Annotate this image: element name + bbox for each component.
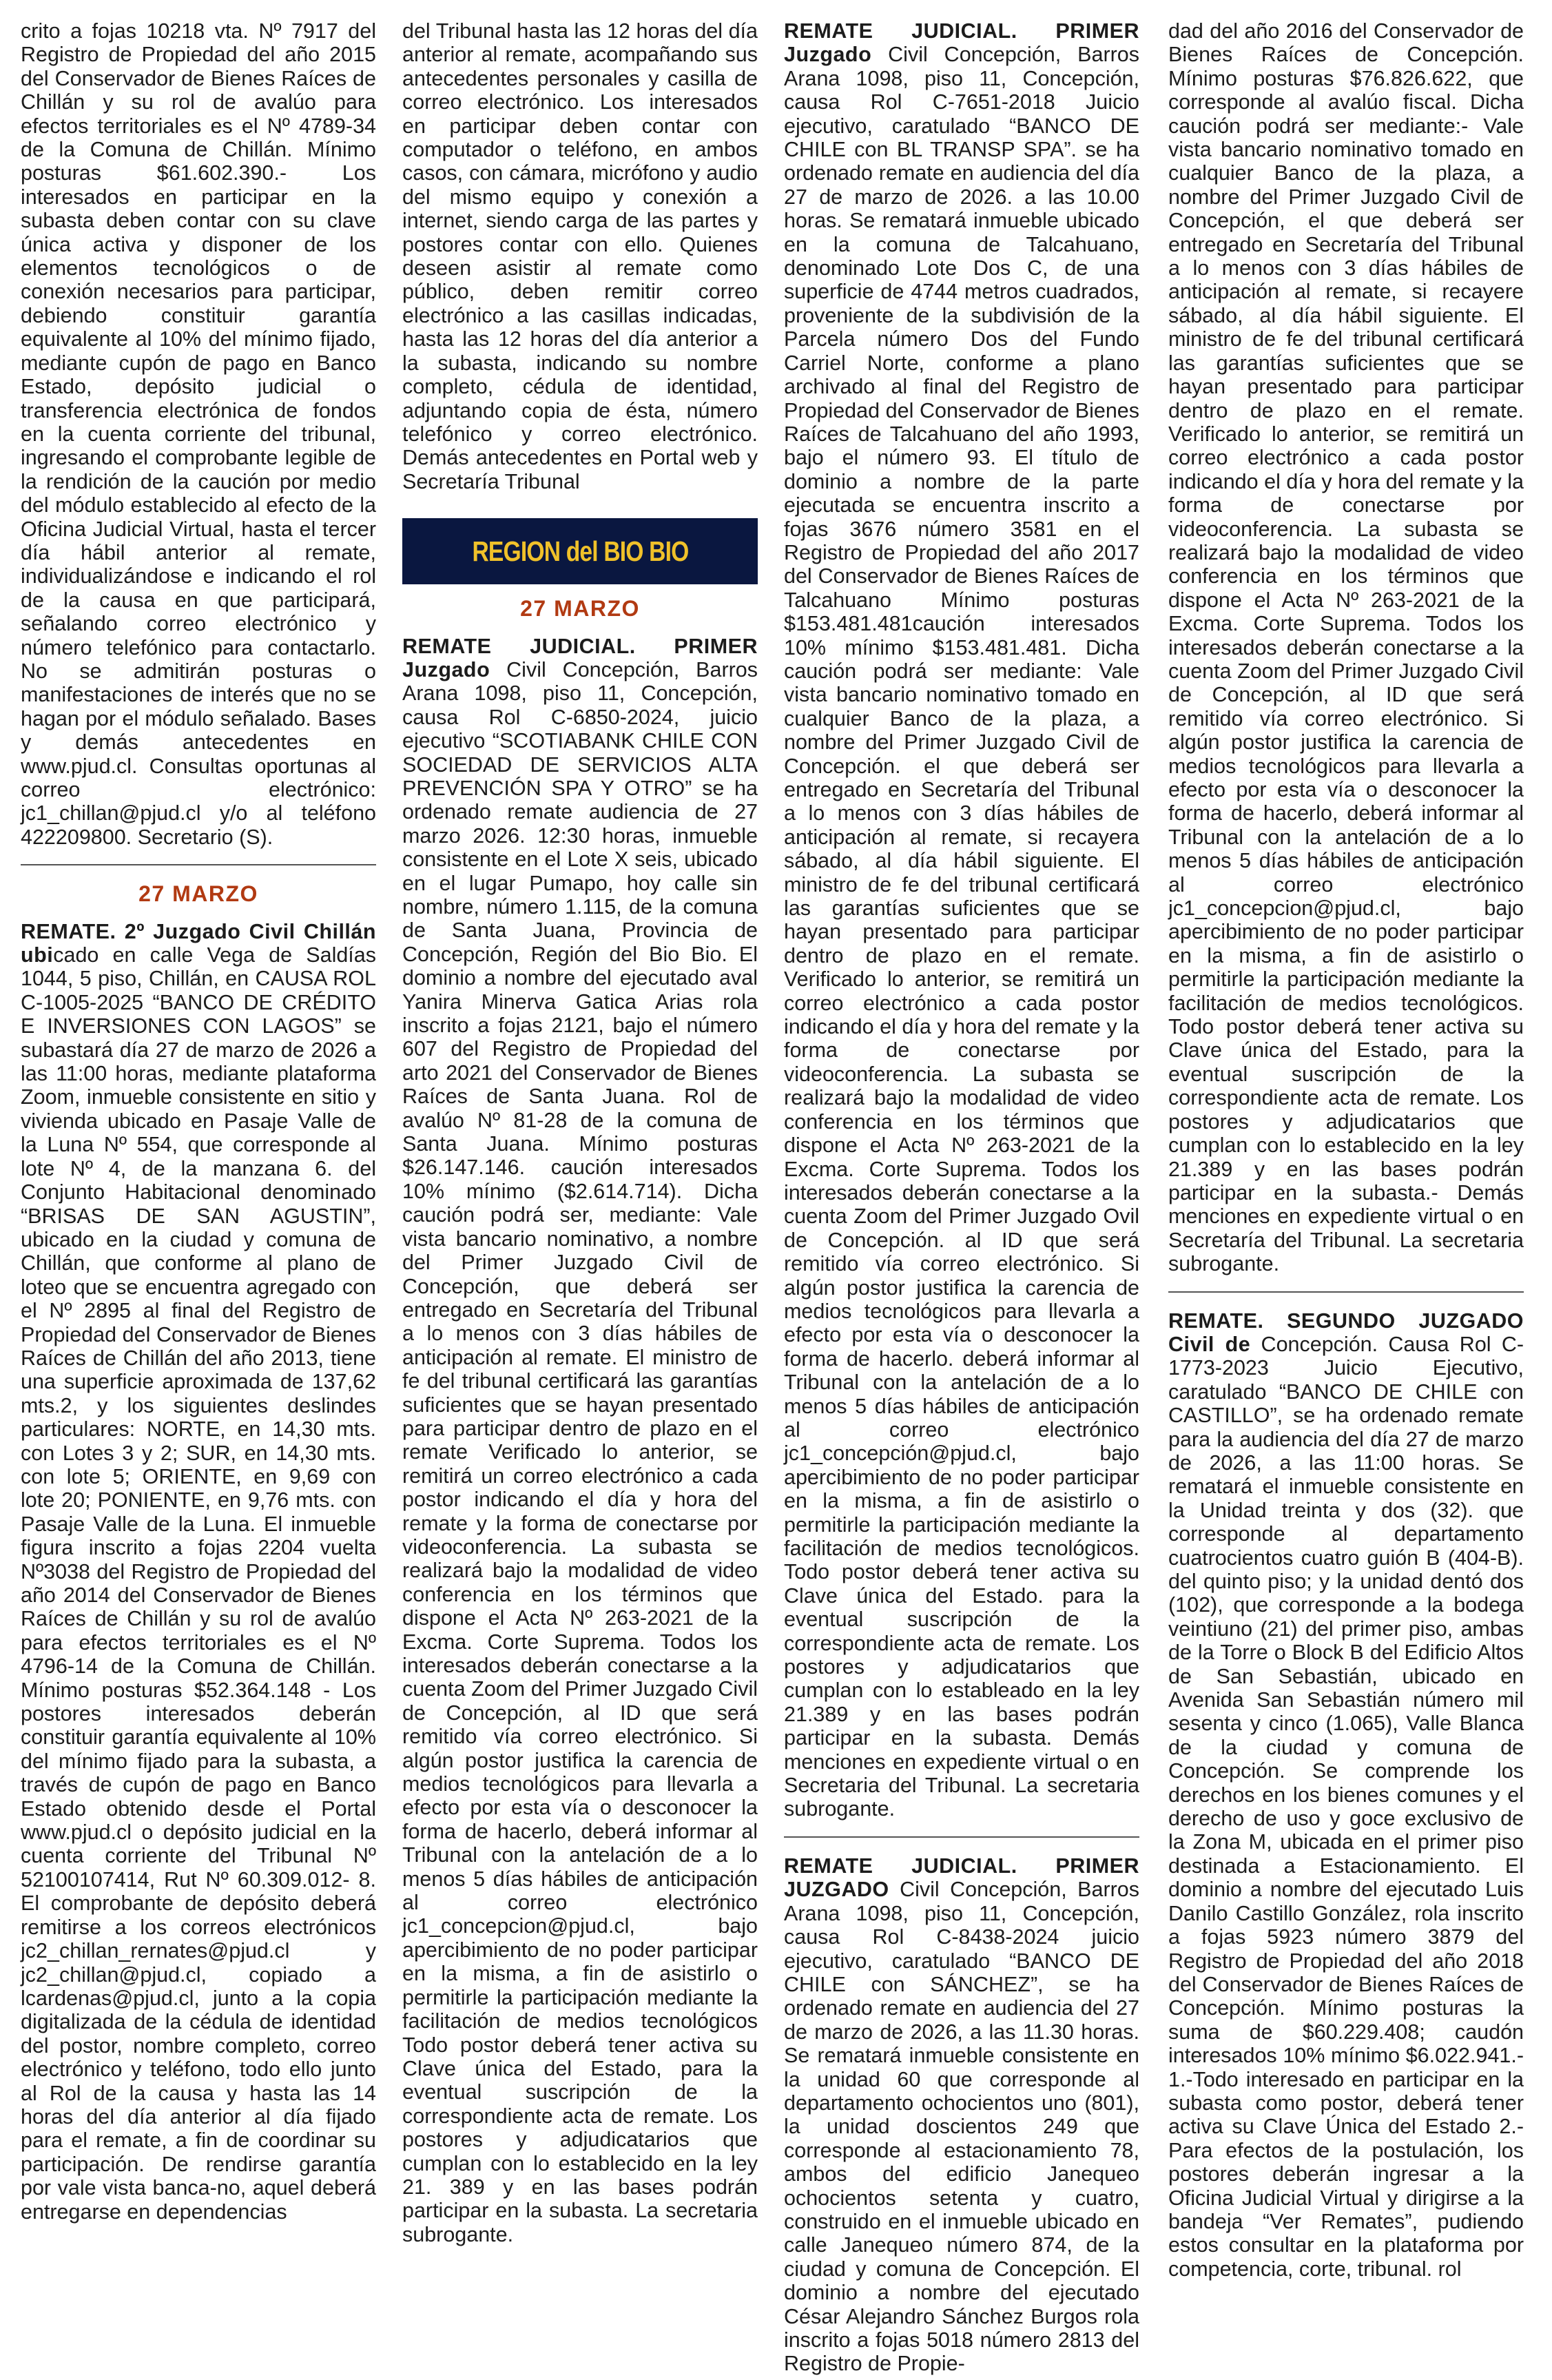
- column-1: [21, 19, 376, 2224]
- date-heading: 27 MARZO: [520, 596, 640, 622]
- notice-chillan-2: [21, 920, 376, 2228]
- divider: [21, 864, 376, 865]
- notice-bl-transp: [784, 19, 1139, 1825]
- notice-body: dad del año 2016 del Conservador de Bienes Raíces de Concepción. Mínimo posturas $76.826.622, que corresponde al avalúo fiscal. Dicha caución podrá ser mediante:- Vale vista bancario nominativo tomado en cualquier Banco de la plaza, a nombre del Primer Juzgado Civil de Concepción, el que deberá ser entregado en Secretaría del Tribunal a lo menos con 3 días hábiles de anticipación al remate, si recayere sábado, al día hábil siguiente. El ministro de fe del tribunal certificará las garantías suficientes que se hayan presentado para participar dentro de plazo en el remate. Verificado lo anterior, se remitirá un correo electrónico a cada postor indicando el día y hora del remate y la forma de conectarse por videoconferencia. La subasta se realizará bajo la modalidad de video conferencia en los términos que dispone el Acta Nº 263-2021 de la Excma. Corte Suprema. Todos los interesados deberán conectarse a la cuenta Zoom del Primer Juzgado Civil de Concepción, al ID que será remitido vía correo electrónico. Si algún postor justifica la carencia de medios tecnológicos para llevarla a efecto por esta vía o desconocer la forma de hacerlo, deberá informar al Tribunal con la antelación de a lo menos 5 días hábiles de anticipación al correo electrónico jc1_concepcion@pjud.cl, bajo apercibimiento de no poder participar en la misma, a fin de asistirlo o permitirle la participación mediante la facilitación de medios tecnológicos. Todo postor deberá tener activa su Clave única del Estado, para la eventual suscripción de la correspondiente acta de remate. Los postores y adjudicatarios que cumplan con lo establecido en la ley 21.389 y en las bases podrán participar en la subasta.- Demás menciones en expediente virtual o en Secretaría del Tribunal. La secretaria subrogante.: [1168, 19, 1524, 1276]
- notice-castillo: [1168, 1309, 1524, 2286]
- column-2: [402, 19, 758, 2246]
- notice-text: [402, 635, 758, 2247]
- notice-body: crito a fojas 10218 vta. Nº 7917 del Registro de Propiedad del año 2015 del Conservador de Bienes Raíces de Chillán y su rol de avalúo para efectos territoriales es el Nº 4789-34 de la Comuna de Chillán. Mínimo posturas $61.602.390.- Los interesados en participar en la subasta deben contar con su clave única activa y disponer de los elementos tecnológicos o de conexión necesarios para participar, debiendo constituir garantía equivalente al 10% del mínimo fijado, mediante cupón de pago en Banco Estado, depósito judicial o transferencia electrónica de fondos en la cuenta corriente del tribunal, ingresando el comprobante legible de la rendición de la caución por medio del módulo establecido al efecto de la Oficina Judicial Virtual, hasta el tercer día hábil anterior al remate, individualizándose e indicando el rol de la causa en que participará, señalando correo electrónico y número telefónico para contactarlo. No se admitirán posturas o manifestaciones de interés que no se hagan por el módulo señalado. Bases y demás antecedentes en www.pjud.cl. Consultas oportunas al correo electrónico: jc1_chillan@pjud.cl y/o al teléfono 422209800. Secretario (S).: [21, 19, 376, 849]
- notice-text: [784, 19, 1139, 1821]
- notice-body: Civil Concepción, Barros Arana 1098, piso 11, Concepción, causa Rol C-7651-2018 Juicio ejecutivo, caratulado “BANCO DE CHILE con BL TRANSP SPA”. se ha ordenado remate en audiencia del día 27 de marzo de 2026. a las 10.00 horas. Se rematará inmueble ubicado en la comuna de Talcahuano, denominado Lote Dos C, de una superficie de 4744 metros cuadrados, proveniente de la subdivisión de la Parcela número Dos del Fundo Carriel Norte, conforme a plano archivado al final del Registro de Propiedad del Conservador de Bienes Raíces de Talcahuano del año 1993, bajo el número 93. El título de dominio a nombre de la parte ejecutada se encuentra inscrito a fojas 3676 número 3581 en el Registro de Propiedad del año 2017 del Conservador de Bienes Raíces de Talcahuano Mínimo posturas $153.481.481caución interesados 10% mínimo $153.481.481. Dicha caución podrá ser mediante: Vale vista bancario nominativo tomado en cualquier Banco de la plaza, a nombre del Primer Juzgado Civil de Concepción. el que deberá ser entregado en Secretaría del Tribunal a lo menos con 3 días hábiles de anticipación al remate, si recayera sábado, al día hábil siguiente. El ministro de fe del tribunal certificará las garantías suficientes que se hayan presentado para participar dentro de plazo en el remate. Verificado lo anterior, se remitirá un correo electrónico a cada postor indicando el día y hora del remate y la forma de conectarse por videoconferencia. La subasta se realizará bajo la modalidad de video conferencia en los términos que dispone el Acta Nº 263-2021 de la Excma. Corte Suprema. Todos los interesados deberán conectarse a la cuenta Zoom del Primer Juzgado Ovil de Concepción. al ID que será remitido vía correo electrónico. Si algún postor justifica la carencia de medios tecnológicos para llevarla a efecto por esta vía o desconocer la forma de hacerlo. deberá informar al Tribunal con la antelación de a lo menos 5 días hábiles de anticipación al correo electrónico jc1_concepción@pjud.cl, bajo apercibimiento de no poder participar en la misma, a fin de asistirlo o permitirle la participación mediante la facilitación de medios tecnológicos. Todo postor deberá tener activa su Clave única del Estado. para la eventual suscripción de la correspondiente acta de remate. Los postores y adjudicatarios que cumplan con lo estableado en la ley 21.389 y en las bases podrán participar en la subasta. Demás menciones en expediente virtual o en Secretaria del Tribunal. La secretaria subrogante.: [784, 43, 1139, 1821]
- region-banner-title: REGION del BIO BIO: [471, 535, 689, 567]
- notice-scotiabank: [402, 635, 758, 2251]
- notice-body: Concepción. Causa Rol C-1773-2023 Juicio Ejecutivo, caratulado “BANCO DE CHILE con CASTILLO”, se ha ordenado remate para la audiencia del día 27 de marzo de 2026, a las 11:00 horas. Se rematará el inmueble consistente en la Unidad treinta y dos (32). que corresponde al departamento cuatrocientos cuatro guión B (404-B). del quinto piso; y la unidad dentó dos (102), que corresponde a la bodega veintiuno (21) del primer piso, ambas de la Torre o Block B del Edificio Altos de San Sebastián, ubicado en Avenida San Sebastián número mil sesenta y cinco (1.065), Valle Blanca de la ciudad y comuna de Concepción. Se comprende los derechos en los bienes comunes y el derecho de uso y goce exclusivo de la Zona M, ubicada en el primer piso destinada a Estacionamiento. El dominio a nombre del ejecutado Luis Danilo Castillo González, rola inscrito a fojas 5923 número 3879 del Registro de Propiedad del año 2018 del Conservador de Bienes Raíces de Concepción. Mínimo posturas la suma de $60.229.408; caudón interesados 10% mínimo $6.022.941.- 1.-Todo interesado en participar en la subasta como postor, deberá tener activa su Clave Única del Estado 2.- Para efectos de la postulación, los postores deberán ingresar a la Oficina Judicial Virtual y dirigirse a la bandeja “Ver Remates”, pudiendo estos consultar en la plataforma por competencia, corte, tribunal. rol: [1168, 1332, 1524, 2281]
- date-heading: 27 MARZO: [138, 881, 258, 907]
- divider: [784, 1836, 1139, 1838]
- notice-body: Civil Concepción, Barros Arana 1098, piso 11, Concepción, causa Rol C-6850-2024, juicio ejecutivo “SCOTIABANK CHILE CON SOCIEDAD DE SERVICIOS ALTA PREVENCIÓN SPA Y OTRO” se ha ordenado remate audiencia de 27 marzo 2026. 12:30 horas, inmueble consistente en el Lote X seis, ubicado en el lugar Pumapo, hoy calle sin nombre, número 1.115, de la comuna de Santa Juana, Provincia de Concepción, Región del Bio Bio. El dominio a nombre del ejecutado aval Yanira Minerva Gatica Arias rola inscrito a fojas 2121, bajo el número 607 del Registro de Propiedad del arto 2021 del Conservador de Bienes Raíces de Santa Juana. Rol de avalúo Nº 81-28 de la comuna de Santa Juana. Mínimo posturas $26.147.146. caución interesados 10% mínimo ($2.614.714). Dicha caución podrá ser, mediante: Vale vista bancario nominativo, a nombre del Primer Juzgado Civil de Concepción, que deberá ser entregado en Secretaría del Tribunal a lo menos con 3 días hábiles de anticipación al remate. El ministro de fe del tribunal certificará las garantías suficientes que se hayan presentado para participar dentro de plazo en el remate Verificado lo anterior, se remitirá un correo electrónico a cada postor indicando el día y hora del remate y la forma de conectarse por videoconferencia. La subasta se realizará bajo la modalidad de video conferencia en los términos que dispone el Acta Nº 263-2021 de la Excma. Corte Suprema. Todos los interesados deberán conectarse a la cuenta Zoom del Primer Juzgado Civil de Concepción, al ID que será remitido vía correo electrónico. Si algún postor justifica la carencia de medios tecnológicos para llevarla a efecto por esta vía o desconocer la forma de hacerlo, deberá informar al Tribunal con la antelación de a lo menos 5 días hábiles de anticipación al correo electrónico jc1_concepcion@pjud.cl, bajo apercibimiento de no poder participar en la misma, a fin de asistirlo o permitirle la participación mediante la facilitación de medios tecnológicos Todo postor deberá tener activa su Clave única del Estado, para la eventual suscripción de la correspondiente acta de remate. Los postores y adjudicatarios que cumplan con lo establecido en la ley 21. 389 y en las bases podrán participar en la subasta. La secretaria subrogante.: [402, 657, 758, 2246]
- notice-body: Civil Concepción, Barros Arana 1098, piso 11, Concepción, causa Rol C-8438-2024 juicio ejecutivo, caratulado “BANCO DE CHILE con SÁNCHEZ”, se ha ordenado remate en audiencia del 27 de marzo de 2026, a las 11.30 horas. Se rematará inmueble consistente en la unidad 60 que corresponde al departamento ochocientos uno (801), la unidad doscientos 249 que corresponde al estacionamiento 78, ambos del edificio Janequeo ochocientos setenta y cuatro, construido en el inmueble ubicado en calle Janequeo número 874, de la ciudad y comuna de Concepción. El dominio a nombre del ejecutado César Alejandro Sánchez Burgos rola inscrito a fojas 5018 número 2813 del Registro de Propie-: [784, 1878, 1139, 2376]
- notice-lead: REMATE JUDICIAL. PRIMER Juzgado: [784, 19, 1139, 67]
- notice-lead: REMATE. SEGUNDO JUZGADO Civil de: [1168, 1309, 1524, 1356]
- notice-text: [21, 920, 376, 2224]
- column-4: [1168, 19, 1524, 2281]
- divider: [1168, 1291, 1524, 1293]
- notice-sanchez: [784, 1854, 1139, 2380]
- notice-lead: REMATE JUDICIAL. PRIMER Juzgado: [402, 634, 758, 681]
- region-banner: [402, 518, 758, 584]
- notice-lead: REMATE JUDICIAL. PRIMER JUZGADO: [784, 1854, 1139, 1902]
- column-3: [784, 19, 1139, 2376]
- notice-body: del Tribunal hasta las 12 horas del día anterior al remate, acompañando sus antecedentes personales y casilla de correo electrónico. Los interesados en participar deben contar con computador o teléfono, en ambos casos, con cámara, micrófono y audio del mismo equipo y conexión a internet, siendo carga de las partes y postores contar con ello. Quienes deseen asistir al remate como público, deben remitir correo electrónico a las casillas indicadas, hasta las 12 horas del día anterior a la subasta, indicando su nombre completo, cédula de identidad, adjuntando copia de ésta, número telefónico y correo electrónico. Demás antecedentes en Portal web y Secretaría Tribunal: [402, 19, 758, 493]
- notice-body: cado en calle Vega de Saldías 1044, 5 piso, Chillán, en CAUSA ROL C-1005-2025 “BANCO DE CRÉDITO E INVERSIONES CON LAGOS” se subastará día 27 de marzo de 2026 a las 11:00 horas, mediante plataforma Zoom, inmueble consistente en sitio y vivienda ubicado en Pasaje Valle de la Luna Nº 554, que corresponde al lote Nº 4, de la manzana 6. del Conjunto Habitacional denominado “BRISAS DE SAN AGUSTIN”, ubicado en la ciudad y comuna de Chillán, que conforme al plano de loteo que se encuentra agregado con el Nº 2895 al final del Registro de Propiedad del Conservador de Bienes Raíces de Chillán del año 2013, tiene una superficie aproximada de 137,62 mts.2, y los siguientes deslindes particulares: NORTE, en 14,30 mts. con Lotes 3 y 2; SUR, en 14,30 mts. con lote 5; ORIENTE, en 9,69 con lote 20; PONIENTE, en 9,76 mts. con Pasaje Valle de la Luna. El inmueble figura inscrito a fojas 2204 vuelta Nº3038 del Registro de Propiedad del año 2014 del Conservador de Bienes Raíces de Chillán y su rol de avalúo para efectos territoriales es el Nº 4796-14 de la Comuna de Chillán. Mínimo posturas $52.364.148 - Los postores interesados deberán constituir garantía equivalente al 10% del mínimo fijado para la subasta, a través de cupón de pago en Banco Estado obtenido desde el Portal www.pjud.cl o depósito judicial en la cuenta corriente del Tribunal Nº 52100107414, Rut Nº 60.309.012- 8. El comprobante de depósito deberá remitirse a los correos electrónicos jc2_chillan_rernates@pjud.cl y jc2_chillan@pjud.cl, copiado a lcardenas@pjud.cl, junto a la copia digitalizada de la cédula de identidad del postor, nombre completo, correo electrónico y teléfono, todo ello junto al Rol de la causa y hasta las 14 horas del día anterior al día fijado para el remate, a fin de coordinar su participación. De rendirse garantía por vale vista banca-no, aquel deberá entregarse en dependencias: [21, 943, 376, 2224]
- notice-chillan-2-continued: [402, 19, 758, 497]
- notice-text: [784, 1854, 1139, 2376]
- notice-sanchez-continued: [1168, 19, 1524, 1280]
- notice-chillan-continued: [21, 19, 376, 853]
- notice-lead: REMATE. 2º Juzgado Civil Chillán ubi: [21, 919, 376, 967]
- notice-text: [1168, 1309, 1524, 2281]
